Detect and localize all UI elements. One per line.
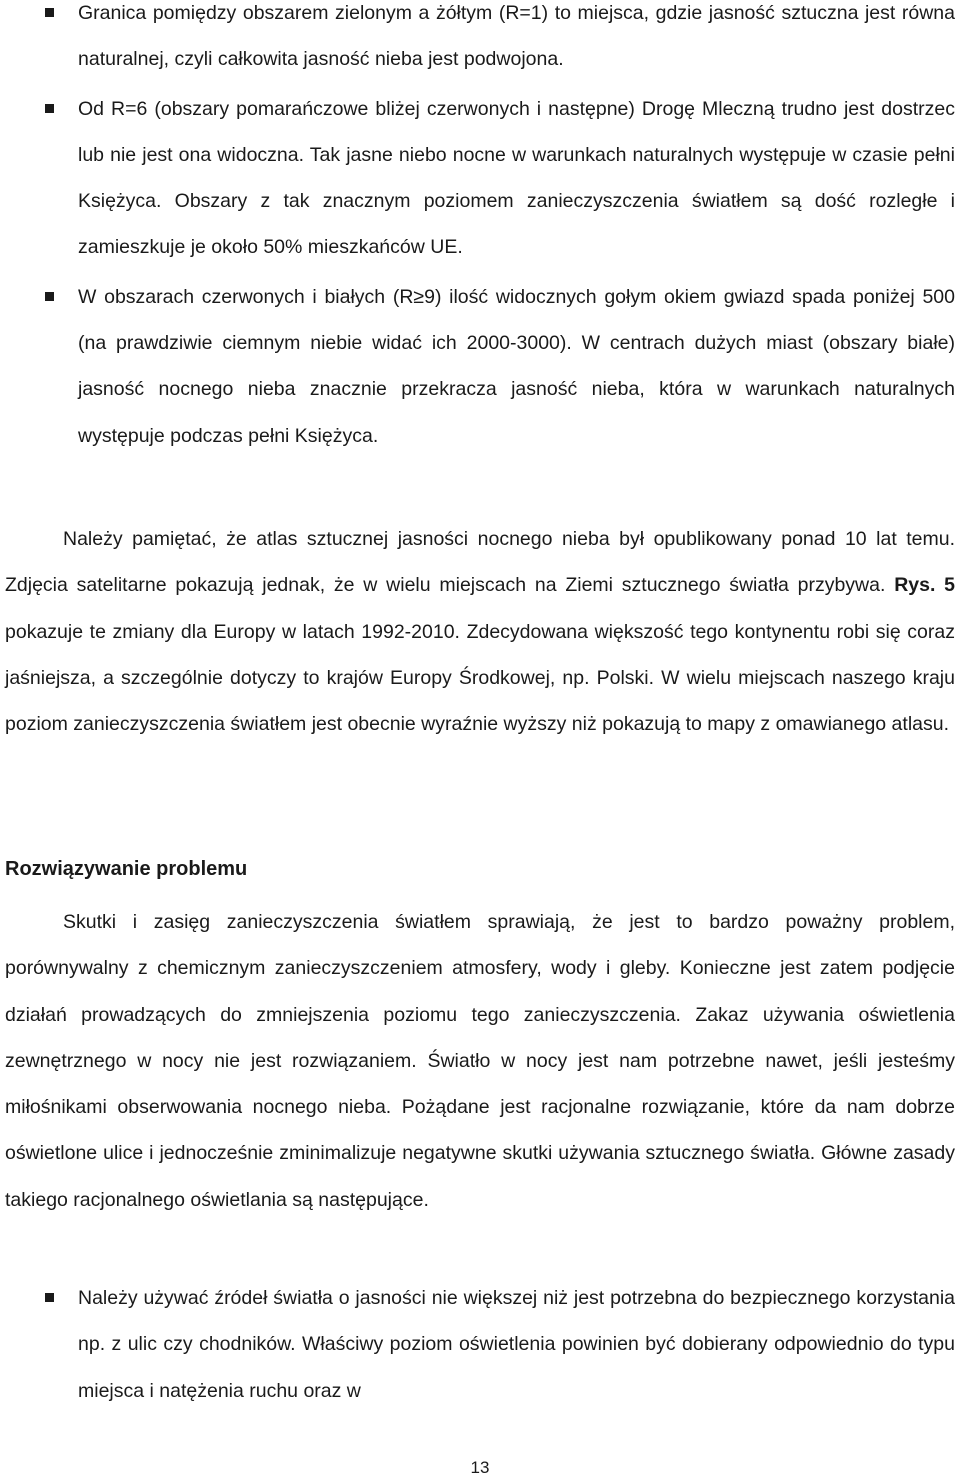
paragraph-text: Skutki i zasięg zanieczyszczenia światłem sprawiają, że jest to bardzo poważny problem, porównywalny z chemicznym zanieczyszczeniem atmosfery, wody i gleby. Konieczne jest zatem podjęcie działań prowadzących do zmniejszenia poziomu tego zanieczyszczenia. Zakaz używania oświetlenia zewnętrznego w nocy nie jest rozwiązaniem. Światło w nocy jest nam potrzebne nawet, jeśli jesteśmy miłośnikami obserwowania nocnego nieba. Pożądane jest racjonalne rozwiązanie, które da nam dobrze oświetlone ulice i jednocześnie zminimalizuje negatywne skutki używania sztucznego światła. Główne zasady takiego racjonalnego oświetlania są następujące. xyxy=(5,911,955,1211)
list-item-text: Należy używać źródeł światła o jasności nie większej niż jest potrzebna do bezpiecznego korzystania np. z ulic czy chodników. Właściwy poziom oświetlenia powinien być dobierany odpowiednio do typu miejsca i natężenia ruchu oraz w xyxy=(78,1287,955,1402)
list-item xyxy=(0,86,960,271)
page-number: 13 xyxy=(470,1458,490,1477)
paragraph-text: Należy pamiętać, że atlas sztucznej jasności nocnego nieba był opublikowany ponad 10 lat temu. Zdjęcia satelitarne pokazują jednak, że w wielu miejscach na Ziemi sztucznego światła przybywa. xyxy=(5,528,955,597)
paragraph-solution xyxy=(0,899,960,1223)
list-item xyxy=(0,274,960,459)
bullet-list-top xyxy=(0,0,960,459)
list-item-text: W obszarach czerwonych i białych (R≥9) ilość widocznych gołym okiem gwiazd spada poniżej 500 (na prawdziwie ciemnym niebie widać ich 2000-3000). W centrach dużych miast (obszary białe) jasność nocnego nieba znacznie przekracza jasność nieba, która w warunkach naturalnych występuje podczas pełni Księżyca. xyxy=(78,285,955,447)
list-item xyxy=(0,0,960,83)
list-item-text: Granica pomiędzy obszarem zielonym a żółtym (R=1) to miejsca, gdzie jasność sztuczna jest równa naturalnej, czyli całkowita jasność nieba jest podwojona. xyxy=(78,2,955,71)
paragraph-atlas xyxy=(0,516,960,747)
section-heading: Rozwiązywanie problemu xyxy=(5,858,248,880)
list-item-text: Od R=6 (obszary pomarańczowe bliżej czerwonych i następne) Drogę Mleczną trudno jest dostrzec lub nie jest ona widoczna. Tak jasne niebo nocne w warunkach naturalnych występuje w czasie pełni Księżyca. Obszary z tak znacznym poziomem zanieczyszczenia światłem są dość rozległe i zamieszkuje je około 50% mieszkańców UE. xyxy=(78,97,955,259)
square-bullet-icon xyxy=(45,1293,54,1302)
bullet-list-bottom xyxy=(0,1275,960,1414)
square-bullet-icon xyxy=(45,8,54,17)
paragraph-text: pokazuje te zmiany dla Europy w latach 1992-2010. Zdecydowana większość tego kontynentu robi się coraz jaśniejsza, a szczególnie dotyczy to krajów Europy Środkowej, np. Polski. W wielu miejscach naszego kraju poziom zanieczyszczenia światłem jest obecnie wyraźnie wyższy niż pokazują to mapy z omawianego atlasu. xyxy=(5,620,955,736)
list-item xyxy=(0,1275,960,1414)
figure-reference: Rys. 5 xyxy=(894,574,956,597)
square-bullet-icon xyxy=(45,292,54,301)
square-bullet-icon xyxy=(45,104,54,113)
